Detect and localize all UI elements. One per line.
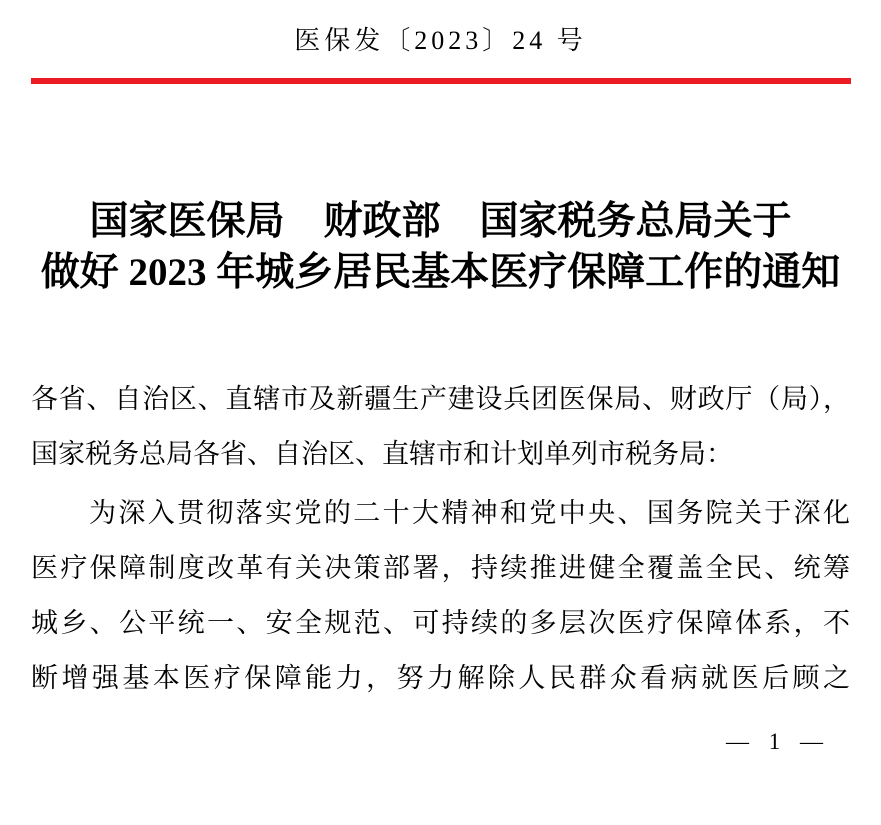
document-body [31,372,850,706]
title-line-1: 国家医保局 财政部 国家税务总局关于 [89,200,792,243]
body-line-paragraph-3: 城乡、公平统一、安全规范、可持续的多层次医疗保障体系，不 [31,608,850,638]
body-line-paragraph-2: 医疗保障制度改革有关决策部署，持续推进健全覆盖全民、统筹 [31,553,850,583]
body-line-paragraph-1: 为深入贯彻落实党的二十大精神和党中央、国务院关于深化 [89,498,850,528]
body-line-recipients-1: 各省、自治区、直辖市及新疆生产建设兵团医保局、财政厅（局）， [31,384,850,414]
title-line-2: 做好 2023 年城乡居民基本医疗保障工作的通知 [40,251,841,294]
red-divider-line [31,78,851,84]
doc-number: 医保发〔2023〕24 号 [294,26,587,55]
body-line-recipients-2: 国家税务总局各省、自治区、直辖市和计划单列市税务局： [31,439,733,469]
document-title [0,196,881,298]
body-line-paragraph-4: 断增强基本医疗保障能力，努力解除人民群众看病就医后顾之 [31,663,850,693]
page-number: — 1 — [726,729,823,754]
